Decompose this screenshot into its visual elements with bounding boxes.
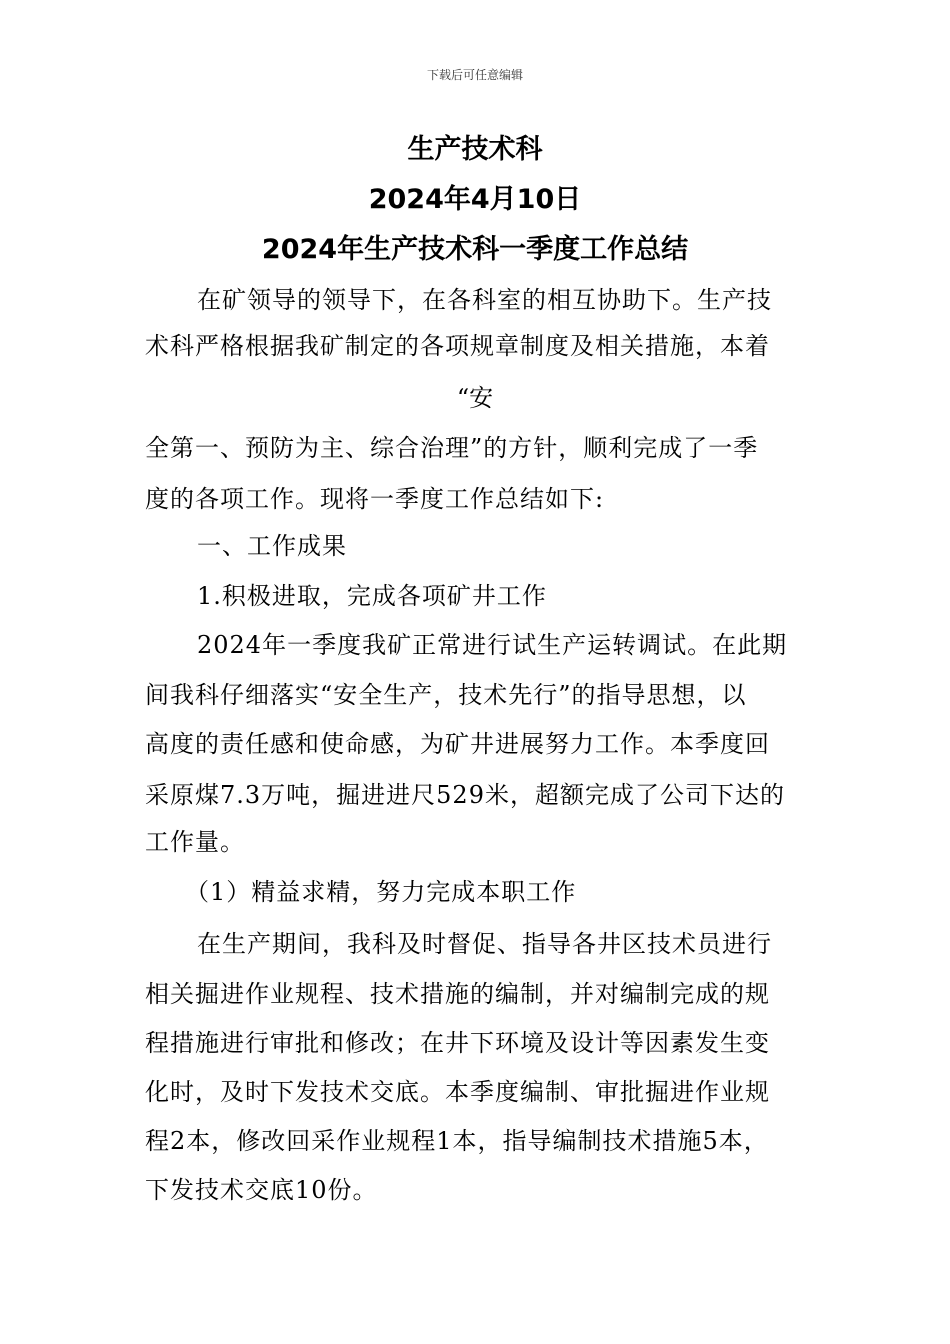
paragraph-line: 度的各项工作。现将一季度工作总结如下:: [145, 485, 605, 513]
section-heading: 一、工作成果: [197, 532, 347, 560]
paragraph-line: 在生产期间，我科及时督促、指导各井区技术员进行: [197, 930, 772, 958]
paragraph-line: 化时，及时下发技术交底。本季度编制、审批掘进作业规: [145, 1078, 770, 1106]
paragraph-line: 下发技术交底10份。: [145, 1176, 378, 1204]
paragraph-line: 术科严格根据我矿制定的各项规章制度及相关措施，本着: [145, 332, 770, 360]
subsection-heading: （1）精益求精，努力完成本职工作: [185, 878, 577, 906]
paragraph-line: 2024年一季度我矿正常进行试生产运转调试。在此期: [197, 631, 788, 659]
department-title: 生产技术科: [407, 134, 543, 165]
paragraph-line: 间我科仔细落实“安全生产，技术先行”的指导思想，以: [145, 681, 747, 709]
document-title: 2024年生产技术科一季度工作总结: [261, 234, 689, 265]
paragraph-line: 在矿领导的领导下，在各科室的相互协助下。生产技: [197, 286, 772, 314]
paragraph-line: 高度的责任感和使命感，为矿井进展努力工作。本季度回: [145, 730, 770, 758]
header-note: 下载后可任意编辑: [426, 68, 523, 82]
paragraph-line: 全第一、预防为主、综合治理”的方针，顺利完成了一季: [145, 434, 759, 462]
paragraph-line: 采原煤7.3万吨，掘进进尺529米，超额完成了公司下达的: [145, 781, 785, 809]
paragraph-line: 程2本，修改回采作业规程1本，指导编制技术措施5本，: [145, 1127, 769, 1155]
paragraph-line: “安: [456, 384, 494, 412]
paragraph-line: 相关掘进作业规程、技术措施的编制，并对编制完成的规: [145, 980, 770, 1008]
paragraph-line: 程措施进行审批和修改；在井下环境及设计等因素发生变: [145, 1029, 770, 1057]
subsection-heading: 1.积极进取，完成各项矿井工作: [197, 582, 547, 610]
paragraph-line: 工作量。: [145, 828, 245, 856]
date-title: 2024年4月10日: [368, 184, 582, 215]
